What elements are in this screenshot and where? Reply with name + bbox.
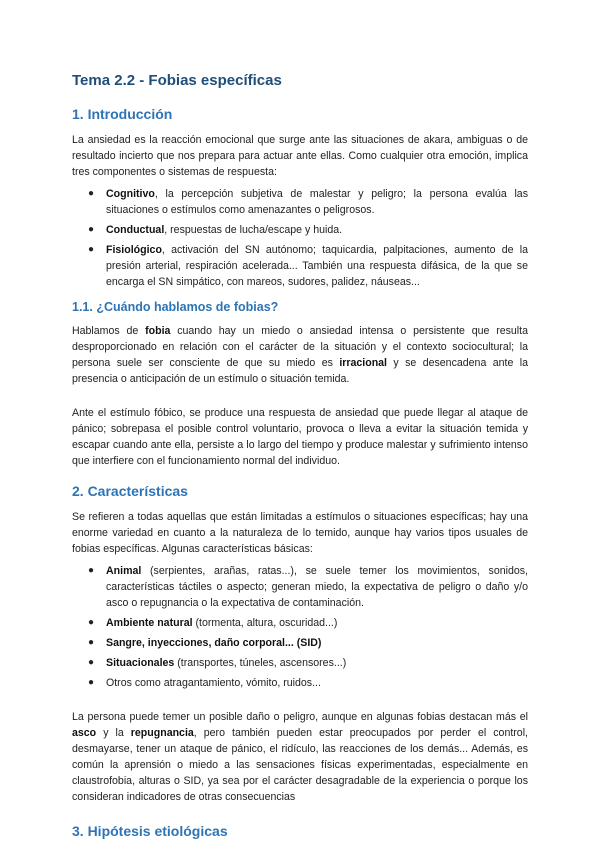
section-gap [72, 475, 528, 483]
paragraph-gap [72, 701, 528, 709]
list-item-term: Fisiológico [106, 243, 162, 256]
fobia-definition-paragraph [72, 323, 528, 387]
list-item [88, 563, 528, 611]
text-run: Hablamos de [72, 324, 146, 337]
bullet-icon: ● [88, 616, 95, 628]
list-item [88, 242, 528, 290]
list-item-text: Otros como atragantamiento, vómito, ruidos... [106, 676, 321, 689]
list-item [88, 615, 528, 631]
list-item [88, 675, 528, 691]
list-item [88, 635, 528, 651]
list-item-text: (serpientes, arañas, ratas...), se suele temer los movimientos, sonidos, características táctiles o aspecto; generan miedo, la expectativa de peligro o daño y/o asco o repugnancia o la expectativa de contaminación. [106, 564, 528, 609]
bullet-icon: ● [88, 187, 95, 199]
bold-term-fobia: fobia [145, 324, 171, 337]
text-run: , pero también pueden estar preocupados por perder el control, desmayarse, tener un ataque de pánico, el ridículo, las reacciones de los demás... Además, es común la aprensión o miedo a las sensaciones físicas experimentadas, especialmente en claustrofobia, alturas o SID, ya sea por el carácter desagradable de la experiencia o porque los consideran indicadores de otras consecuencias [72, 726, 528, 803]
paragraph-gap [72, 393, 528, 405]
list-item-text: (tormenta, altura, oscuridad...) [192, 616, 338, 629]
bullet-icon: ● [88, 676, 95, 688]
section-gap [72, 811, 528, 823]
bullet-icon: ● [88, 564, 95, 576]
asco-paragraph [72, 709, 528, 805]
list-item [88, 186, 528, 218]
document-title: Tema 2.2 - Fobias específicas [72, 72, 282, 89]
list-item-text: , respuestas de lucha/escape y huida. [164, 223, 343, 236]
subsection-heading-cuando-hablamos: 1.1. ¿Cuándo hablamos de fobias? [72, 299, 279, 314]
list-item-term: Animal [106, 564, 142, 577]
bold-term-irracional: irracional [339, 356, 388, 369]
list-item-text: , activación del SN autónomo; taquicardia, palpitaciones, aumento de la presión arterial, respiración acelerada... También una respuesta difásica, de la que se encarga el SN simpático, con mareos, sudores, palidez, náuseas... [106, 243, 528, 288]
bold-term-repugnancia: repugnancia [130, 726, 194, 739]
intro-paragraph: La ansiedad es la reacción emocional que surge ante las situaciones de akara, ambiguas o de resultado incierto que nos prepara para actuar ante ellas. Como cualquier otra emoción, implica tres componentes o sistemas de respuesta: [72, 133, 528, 178]
list-item-text: (transportes, túneles, ascensores...) [174, 656, 347, 669]
text-run: y la [96, 726, 131, 739]
section-heading-hipotesis: 3. Hipótesis etiológicas [72, 822, 228, 839]
list-item [88, 655, 528, 671]
caracteristicas-intro-paragraph: Se refieren a todas aquellas que están limitadas a estímulos o situaciones específicas; hay una enorme variedad en cuanto a la naturaleza de lo temido, aunque hay varios tipos usuales de fobias específicas. Algunas características básicas: [72, 510, 528, 555]
bullet-icon: ● [88, 656, 95, 668]
list-item-term: Sangre, inyecciones, daño corporal... (SID) [106, 636, 322, 649]
text-run: y se desencadena ante la presencia o anticipación de un estímulo o situación temida. [72, 356, 529, 385]
text-run: La persona puede temer un posible daño o peligro, aunque en algunas fobias destacan más el [72, 710, 528, 723]
text-run: cuando hay un miedo o ansiedad intensa o persistente que resulta desproporcionado en relación con el carácter de la situación y el contexto sociocultural; la persona suele ser consciente de que su miedo es [72, 324, 528, 369]
list-item-text: , la percepción subjetiva de malestar y peligro; la persona evalúa las situaciones o estímulos como amenazantes o peligrosos. [106, 187, 528, 216]
list-item [88, 222, 528, 238]
components-list [72, 186, 528, 290]
list-item-term: Situacionales [106, 656, 175, 669]
bullet-icon: ● [88, 636, 95, 648]
section-heading-caracteristicas: 2. Características [72, 482, 188, 499]
types-list [72, 563, 528, 691]
fobic-response-paragraph: Ante el estímulo fóbico, se produce una respuesta de ansiedad que puede llegar al ataque de pánico; sobrepasa el posible control voluntario, provoca o lleva a evitar la situación temida y escapar cuando ante ella, persiste a lo largo del tiempo y produce malestar y sufrimiento intenso que interfiere con el funcionamiento normal del individuo. [72, 406, 528, 467]
list-item-term: Ambiente natural [106, 616, 193, 629]
bullet-icon: ● [88, 243, 95, 255]
section-heading-introduccion: 1. Introducción [72, 106, 173, 122]
bullet-icon: ● [88, 223, 95, 235]
list-item-term: Cognitivo [106, 187, 155, 200]
bold-term-asco: asco [72, 726, 97, 739]
list-item-term: Conductual [106, 223, 165, 236]
